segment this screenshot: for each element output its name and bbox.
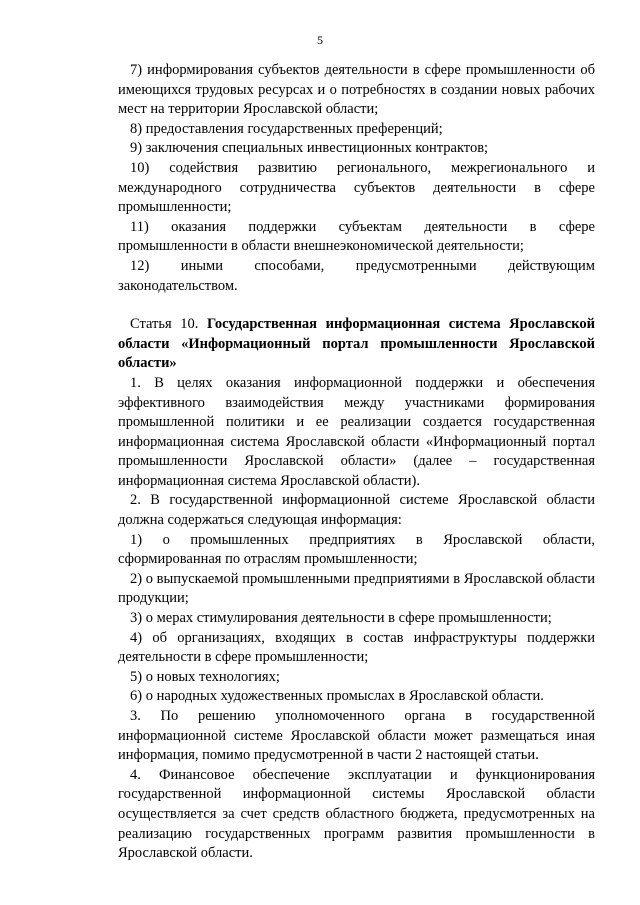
list-item-8: 8) предоставления государственных преференций;: [130, 120, 443, 137]
paragraph-4: 4. Финансовое обеспечение эксплуатации и функционирования государственной информационной системы Ярославской области осуществляется за счет средств областного бюджета, предусмотренных на реализацию государственных программ развития промышленности в Ярославской области.: [118, 766, 595, 862]
info-item-2: 2) о выпускаемой промышленными предприятиями в Ярославской области продукции;: [118, 570, 595, 607]
article-title: Государственная информационная система Ярославской области «Информационный портал промышленности Ярославской области»: [118, 316, 595, 372]
article-heading: [118, 315, 595, 374]
list-item-11: 11) оказания поддержки субъектам деятельности в сфере промышленности в области внешнеэкономической деятельности;: [118, 218, 595, 255]
document-body: [118, 61, 595, 864]
info-item-4: 4) об организациях, входящих в состав инфраструктуры поддержки деятельности в сфере промышленности;: [118, 629, 595, 666]
paragraph-3: 3. По решению уполномоченного органа в государственной информационной системе Ярославской области может размещаться иная информация, помимо предусмотренной в части 2 настоящей статьи.: [118, 708, 595, 764]
list-item-9: 9) заключения специальных инвестиционных контрактов;: [130, 140, 489, 157]
list-item-12: 12) иными способами, предусмотренными действующим законодательством.: [118, 257, 595, 294]
paragraph-1: 1. В целях оказания информационной поддержки и обеспечения эффективного взаимодействия между участниками формирования промышленной политики и ее реализации создается государственная информационная система Ярославской области «Информационный портал промышленности Ярославской области» (далее – государственная информационная система Ярославской области).: [118, 374, 595, 489]
info-item-1: 1) о промышленных предприятиях в Ярославской области, сформированная по отраслям промышленности;: [118, 531, 595, 568]
article-number: Статья 10.: [130, 316, 199, 333]
paragraph-2: 2. В государственной информационной системе Ярославской области должна содержаться следующая информация:: [118, 492, 595, 529]
info-item-6: 6) о народных художественных промыслах в Ярославской области.: [130, 688, 544, 705]
info-item-3: 3) о мерах стимулирования деятельности в сфере промышленности;: [130, 610, 552, 627]
page-number: 5: [317, 33, 323, 47]
info-item-5: 5) о новых технологиях;: [130, 668, 280, 685]
list-item-7: 7) информирования субъектов деятельности в сфере промышленности об имеющихся трудовых ресурсах и о потребностях в создании новых рабочих мест на территории Ярославской области;: [118, 62, 595, 118]
list-item-10: 10) содействия развитию регионального, межрегионального и международного сотрудничества субъектов деятельности в сфере промышленности;: [118, 159, 595, 216]
